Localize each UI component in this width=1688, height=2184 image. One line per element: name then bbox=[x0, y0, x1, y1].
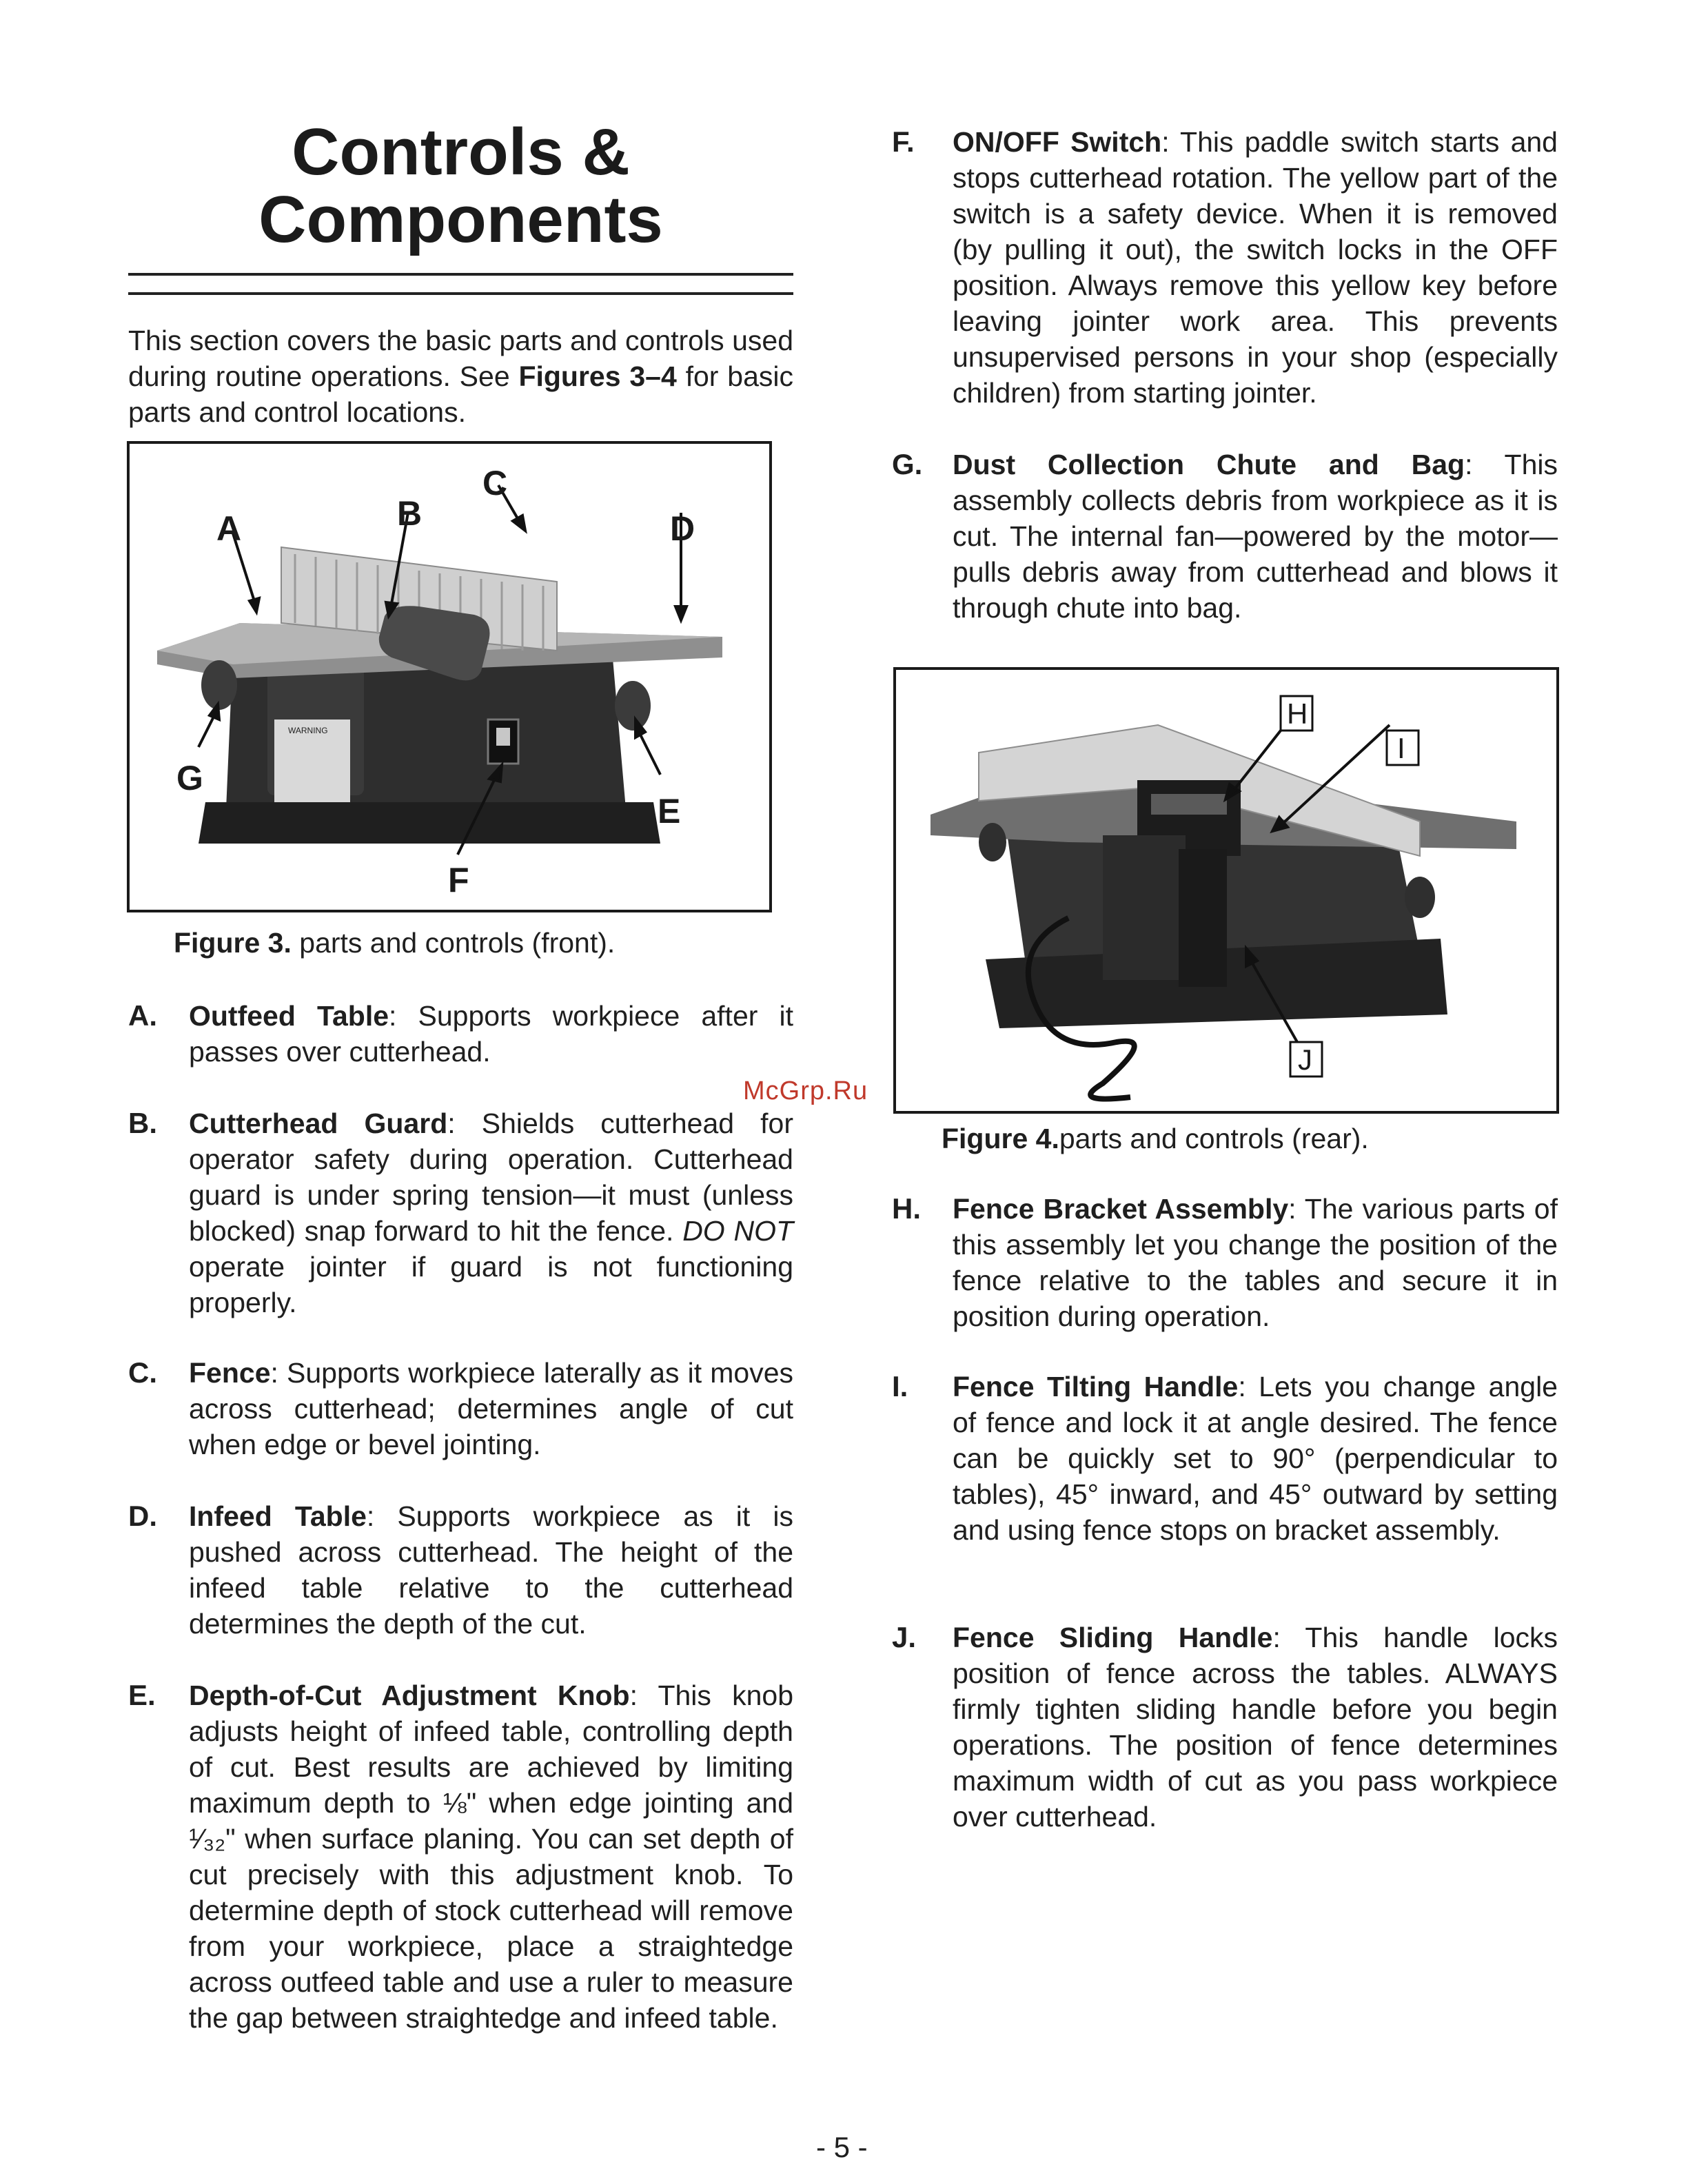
title-line-2: Components bbox=[258, 183, 663, 256]
figure-4-label-j: J bbox=[1298, 1043, 1312, 1076]
item-a-text: : Supports workpiece after it passes over cutterhead. bbox=[189, 1000, 793, 1068]
arrow-g bbox=[199, 717, 214, 747]
jointer-foot bbox=[199, 802, 660, 844]
item-g-letter: G. bbox=[892, 448, 923, 480]
sliding-bracket bbox=[1103, 835, 1186, 980]
sliding-handle bbox=[1179, 849, 1227, 987]
page-title bbox=[128, 115, 793, 256]
figure-4-illustration bbox=[896, 670, 1556, 1111]
figure-3-label-d: D bbox=[670, 509, 695, 548]
figure-3-illustration bbox=[130, 444, 769, 910]
item-i-letter: I. bbox=[892, 1370, 908, 1402]
switch-key bbox=[496, 728, 510, 746]
title-rule-top bbox=[128, 273, 793, 276]
item-f-letter: F. bbox=[892, 125, 915, 158]
figure-3-caption-text: parts and controls (front). bbox=[291, 927, 616, 959]
item-h-label: Fence Bracket Assembly bbox=[953, 1193, 1289, 1225]
intro-figures-ref: Figures 3–4 bbox=[518, 360, 677, 392]
figure-4-caption-text: parts and controls (rear). bbox=[1059, 1123, 1369, 1154]
depth-knob bbox=[615, 681, 651, 731]
figure-4-label-h: H bbox=[1287, 697, 1308, 730]
item-b-tail: operate jointer if guard is not functioning properly. bbox=[189, 1251, 793, 1318]
figure-3-frame bbox=[127, 441, 772, 912]
intro-paragraph bbox=[128, 323, 793, 430]
figure-4-frame bbox=[893, 667, 1559, 1114]
item-j-label: Fence Sliding Handle bbox=[953, 1622, 1273, 1653]
item-d-text: : Supports workpiece as it is pushed across cutterhead. The height of the infeed table relative to the cutterhead determines the depth of the cut. bbox=[189, 1500, 793, 1640]
intro-tail: for basic parts and control locations. bbox=[128, 360, 793, 428]
dust-chute bbox=[201, 660, 237, 710]
item-j-text: : This handle locks position of fence across the tables. ALWAYS firmly tighten sliding handle before you begin operations. The position of fence determines maximum width of cut as you pass workpiece over cutterhead. bbox=[953, 1622, 1558, 1833]
item-d-label: Infeed Table bbox=[189, 1500, 367, 1532]
item-e-letter: E. bbox=[128, 1679, 156, 1711]
item-h-letter: H. bbox=[892, 1192, 921, 1225]
figure-3-label-a: A bbox=[216, 509, 242, 548]
figure-3-label-b: B bbox=[397, 494, 423, 533]
item-c-letter: C. bbox=[128, 1356, 157, 1389]
item-h-text: : The various parts of this assembly let you change the position of the fence relative to the tables and secure it in position during operation. bbox=[953, 1193, 1558, 1332]
item-i-label: Fence Tilting Handle bbox=[953, 1371, 1239, 1402]
item-a-label: Outfeed Table bbox=[189, 1000, 389, 1032]
item-b-text: : Shields cutterhead for operator safety during operation. Cutterhead guard is under spring tension—it must (unless blocked) snap forward to hit the fence. bbox=[189, 1108, 793, 1247]
intro-text: This section covers the basic parts and controls used during routine operations. See bbox=[128, 325, 793, 392]
figure-3-label-c: C bbox=[482, 464, 508, 502]
warning-label-text: WARNING bbox=[288, 726, 328, 735]
figure-3-caption bbox=[174, 925, 615, 961]
watermark: McGrp.Ru bbox=[743, 1076, 868, 1105]
title-line-1: Controls & bbox=[292, 115, 630, 189]
page-number: - 5 - bbox=[816, 2131, 868, 2163]
item-b-italic: DO NOT bbox=[682, 1215, 794, 1247]
item-c-label: Fence bbox=[189, 1357, 271, 1389]
figure-4-caption bbox=[942, 1121, 1369, 1156]
figure-4-caption-bold: Figure 4. bbox=[942, 1123, 1059, 1154]
item-j-letter: J. bbox=[892, 1621, 917, 1653]
figure-3-label-e: E bbox=[658, 792, 681, 830]
item-b-letter: B. bbox=[128, 1107, 157, 1139]
item-e-label: Depth-of-Cut Adjustment Knob bbox=[189, 1680, 630, 1711]
figure-3-label-f: F bbox=[448, 861, 469, 899]
item-d-letter: D. bbox=[128, 1500, 157, 1532]
arrow-e bbox=[640, 733, 660, 775]
figure-4-label-i: I bbox=[1397, 732, 1405, 764]
item-g-label: Dust Collection Chute and Bag bbox=[953, 449, 1465, 480]
item-a-letter: A. bbox=[128, 999, 157, 1032]
figure-3-label-g: G bbox=[176, 759, 203, 797]
item-e-text: : This knob adjusts height of infeed table, controlling depth of cut. Best results are achieved by limiting maximum depth to ⅛" when edge jointing and ¹⁄₃₂" when surface planing. You can set depth of cut precisely with this adjustment knob. To determine depth of stock cutterhead will remove from your workpiece, place a straightedge across outfeed table and use a ruler to measure the gap between straightedge and infeed table. bbox=[189, 1680, 794, 2034]
item-g-text: : This assembly collects debris from workpiece as it is cut. The internal fan—powered by the motor—pulls debris away from cutterhead and blows it through chute into bag. bbox=[953, 449, 1558, 624]
item-i-text: : Lets you change angle of fence and lock it at angle desired. The fence can be quickly set to 90° (perpendicular to tables), 45° inward, and 45° outward by setting and using fence stops on bracket assembly. bbox=[953, 1371, 1558, 1546]
item-f-text: : This paddle switch starts and stops cutterhead rotation. The yellow part of the switch is a safety device. When it is removed (by pulling it out), the switch locks in the OFF position. Always remove this yellow key before leaving jointer work area. This prevents unsupervised persons in your shop (especially children) from starting jointer. bbox=[953, 126, 1558, 409]
title-rule-bottom bbox=[128, 292, 793, 295]
item-c-text: : Supports workpiece laterally as it moves across cutterhead; determines angle of cut when edge or bevel jointing. bbox=[189, 1357, 793, 1460]
item-b-label: Cutterhead Guard bbox=[189, 1108, 448, 1139]
item-f-label: ON/OFF Switch bbox=[953, 126, 1162, 158]
figure-3-caption-bold: Figure 3. bbox=[174, 927, 292, 959]
